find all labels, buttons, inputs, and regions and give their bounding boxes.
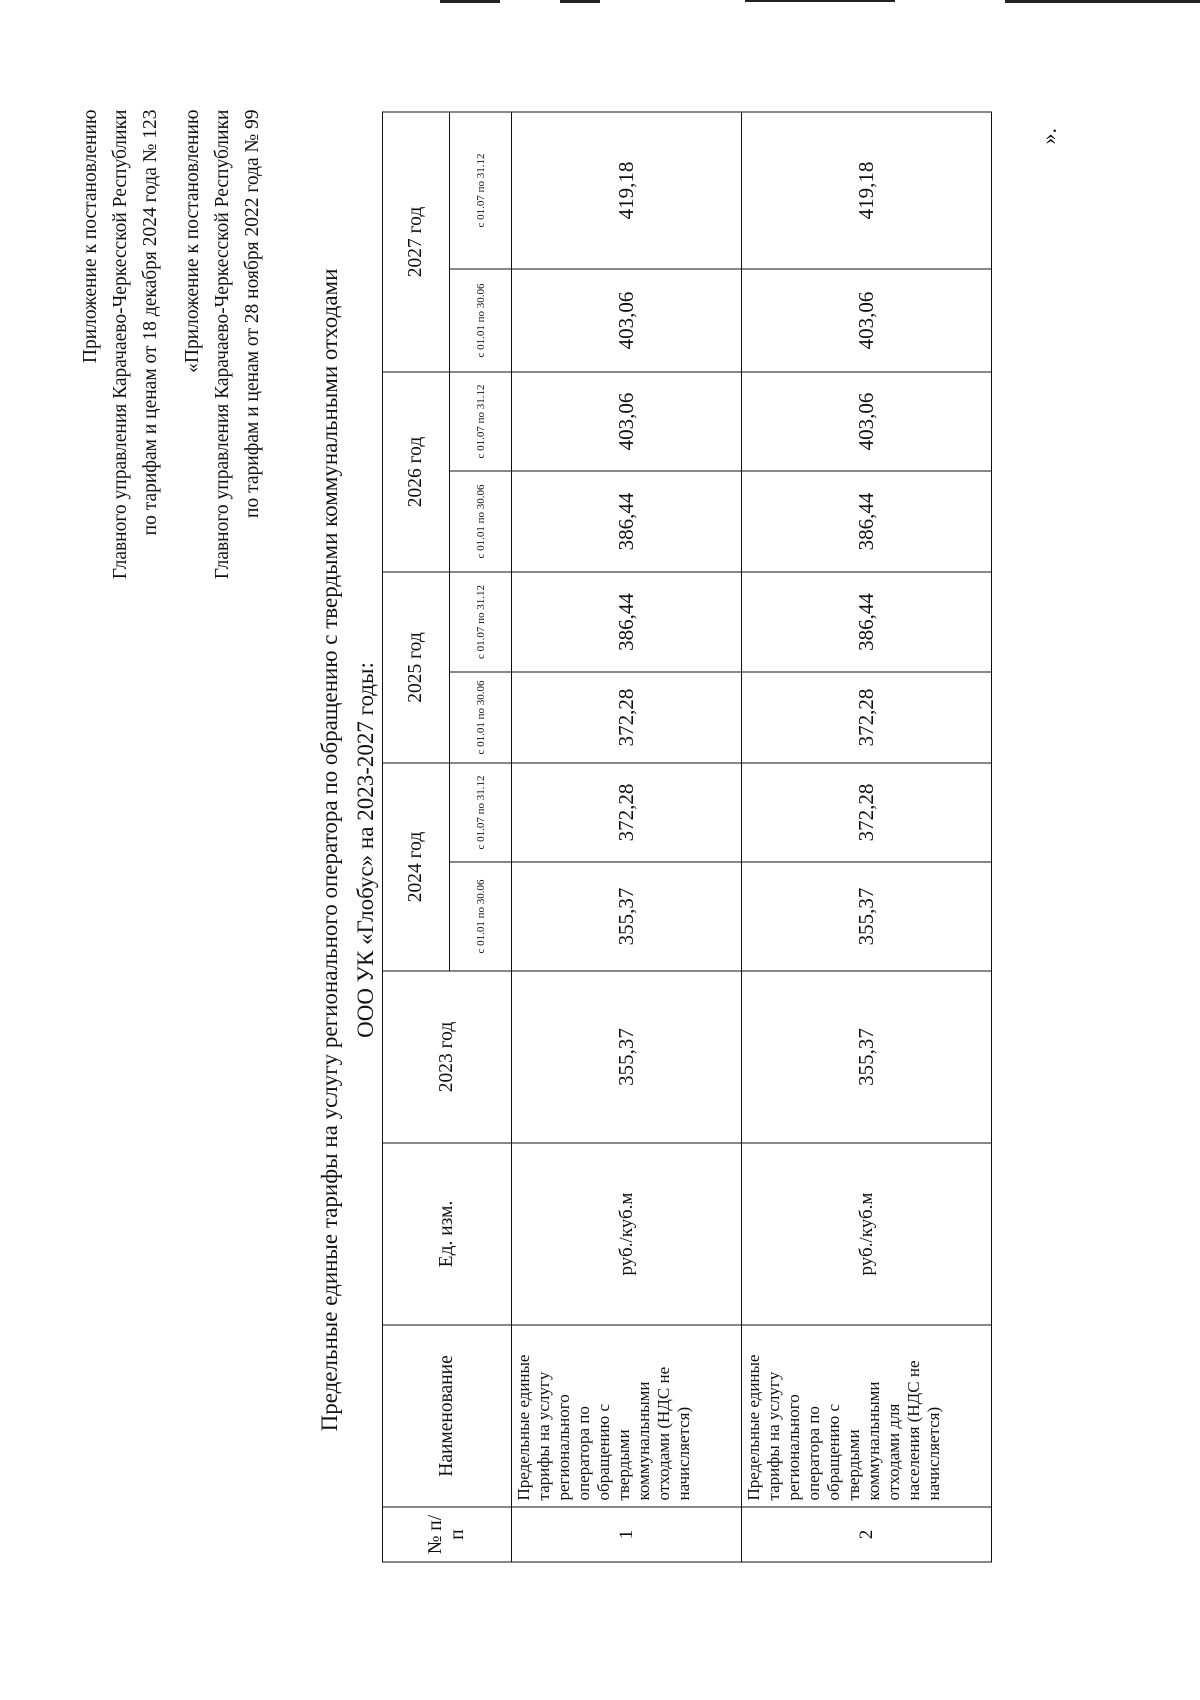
header-old-line: по тарифам и ценам от 28 ноября 2022 года № 99 [242,109,263,518]
row-value-2023: 355,37 [742,971,992,1143]
col-header-unit: Ед. изм. [383,1143,512,1325]
col-header-name: Наименование [383,1325,512,1507]
row-value-2024-h2: 372,28 [512,763,742,862]
row-unit: руб./куб.м [512,1143,742,1325]
col-header-2027-h2: с 01.07 по 31.12 [450,112,512,269]
col-header-2027-h1: с 01.01 по 30.06 [450,269,512,372]
row-value-2024-h1: 355,37 [512,862,742,971]
approval-header-old [178,110,268,1590]
row-value-2025-h2: 386,44 [512,572,742,672]
header-new-line: Приложение к постановлению [80,109,101,364]
tariff-table [382,112,992,1563]
table-header-row [383,112,450,1562]
row-name: Предельные единые тарифы на услугу регионального оператора по обращению с твердыми коммунальными отходами (НДС не начисляется) [512,1325,742,1507]
row-value-2027-h1: 403,06 [512,269,742,372]
table-row [742,112,992,1562]
table-row [512,112,742,1562]
row-name: Предельные единые тарифы на услугу регионального оператора по обращению с твердыми коммунальными отходами для населения (НДС не начисляется) [742,1325,992,1507]
header-new-line: по тарифам и ценам от 18 декабря 2024 года № 123 [140,109,161,536]
header-old-line: «Приложение к постановлению [182,109,203,373]
col-header-2026-h1: с 01.01 по 30.06 [450,471,512,572]
col-header-2024-h2: с 01.07 по 31.12 [450,763,512,862]
col-header-2026: 2026 год [383,372,450,572]
row-value-2024-h2: 372,28 [742,763,992,862]
col-header-2026-h2: с 01.07 по 31.12 [450,372,512,471]
row-value-2026-h1: 386,44 [512,471,742,572]
row-num: 2 [742,1507,992,1562]
col-header-2027: 2027 год [383,112,450,372]
row-value-2027-h2: 419,18 [742,112,992,269]
col-header-2023: 2023 год [383,971,512,1143]
row-value-2025-h1: 372,28 [742,672,992,763]
row-value-2024-h1: 355,37 [742,862,992,971]
row-unit: руб./куб.м [742,1143,992,1325]
col-header-2024: 2024 год [383,763,450,971]
row-value-2025-h1: 372,28 [512,672,742,763]
row-value-2027-h2: 419,18 [512,112,742,269]
row-value-2026-h2: 403,06 [512,372,742,471]
row-value-2026-h1: 386,44 [742,471,992,572]
header-old-line: Главного управления Карачаево-Черкесской Республики [212,109,233,580]
row-value-2025-h2: 386,44 [742,572,992,672]
col-header-2025-h2: с 01.07 по 31.12 [450,572,512,672]
col-header-num: № п/п [383,1507,512,1562]
rotated-page [0,1,1200,1700]
row-value-2023: 355,37 [512,971,742,1143]
document-title [312,1,384,1700]
row-value-2027-h1: 403,06 [742,269,992,372]
col-header-2025-h1: с 01.01 по 30.06 [450,672,512,763]
row-num: 1 [512,1507,742,1562]
approval-header-new [76,110,166,1590]
closing-quote: ». [1036,128,1061,145]
col-header-2025: 2025 год [383,572,450,763]
col-header-2024-h1: с 01.01 по 30.06 [450,862,512,971]
row-value-2026-h2: 403,06 [742,372,992,471]
title-line: ООО УК «Глобус» на 2023-2027 годы: [353,662,378,1038]
title-line: Предельные единые тарифы на услугу регионального оператора по обращению с твердыми коммунальными отходами [317,268,342,1432]
header-new-line: Главного управления Карачаево-Черкесской Республики [110,109,131,580]
